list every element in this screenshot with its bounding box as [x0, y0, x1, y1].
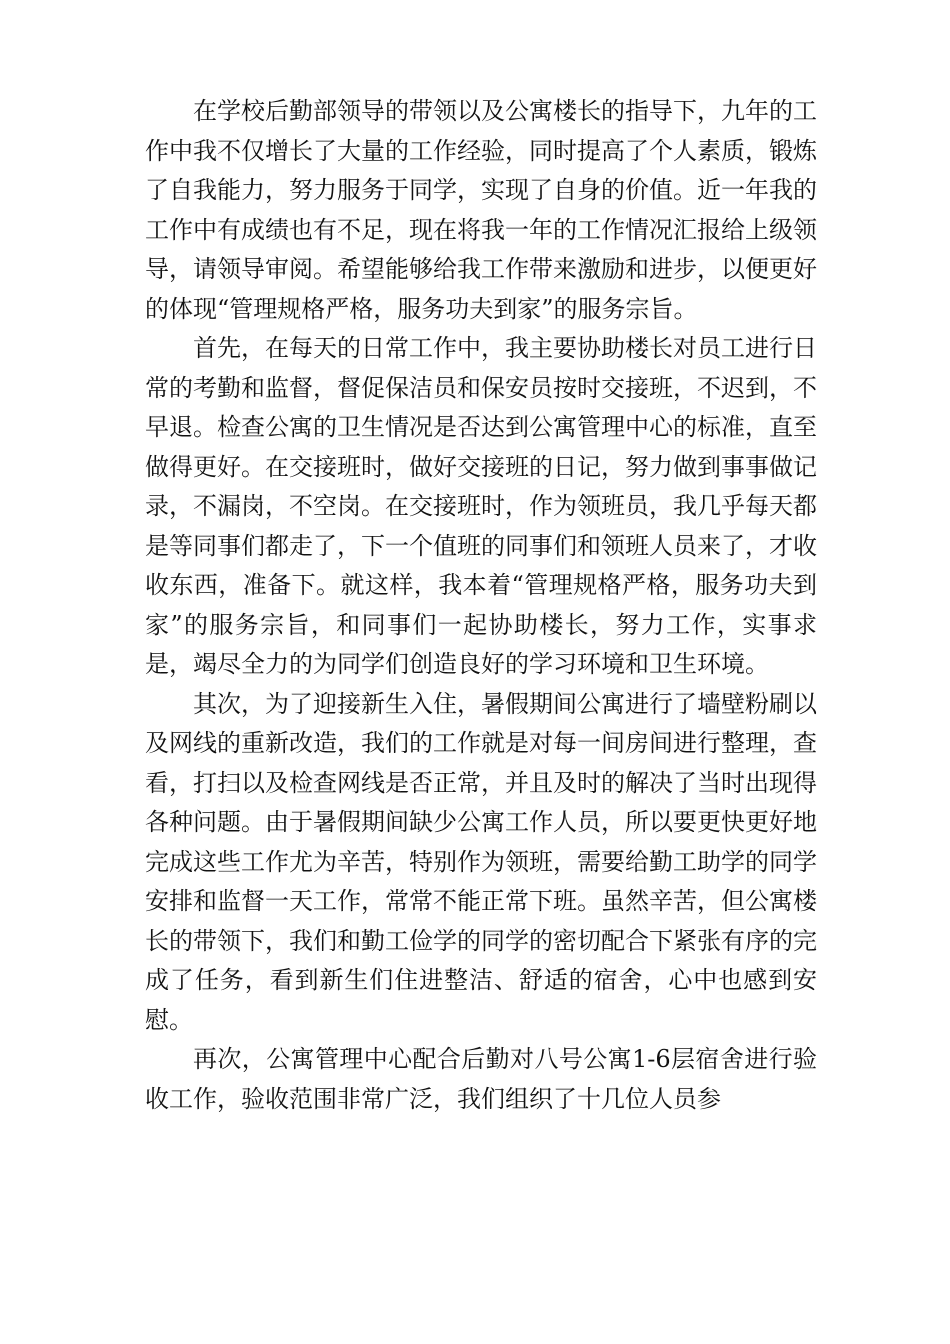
paragraph-3: 其次，为了迎接新生入住，暑假期间公寓进行了墙壁粉刷以及网线的重新改造，我们的工作就是对每一间房间进行整理，查看，打扫以及检查网线是否正常，并且及时的解决了当时出现得各种问题。由于暑假期间缺少公寓工作人员，所以要更快更好地完成这些工作尤为辛苦，特别作为领班，需要给勤工助学的同学安排和监督一天工作，常常不能正常下班。虽然辛苦，但公寓楼长的带领下，我们和勤工俭学的同学的密切配合下紧张有序的完成了任务，看到新生们住进整洁、舒适的宿舍，心中也感到安慰。: [145, 689, 817, 1034]
paragraph-1: 在学校后勤部领导的带领以及公寓楼长的指导下，九年的工作中我不仅增长了大量的工作经验，同时提高了个人素质，锻炼了自我能力，努力服务于同学，实现了自身的价值。近一年我的工作中有成绩也有不足，现在将我一年的工作情况汇报给上级领导，请领导审阅。希望能够给我工作带来激励和进步，以便更好的体现“管理规格严格，服务功夫到家”的服务宗旨。: [145, 97, 817, 323]
paragraph-2: 首先，在每天的日常工作中，我主要协助楼长对员工进行日常的考勤和监督，督促保洁员和保安员按时交接班，不迟到，不早退。检查公寓的卫生情况是否达到公寓管理中心的标准，直至做得更好。在交接班时，做好交接班的日记，努力做到事事做记录，不漏岗，不空岗。在交接班时，作为领班员，我几乎每天都是等同事们都走了，下一个值班的同事们和领班人员来了，才收收东西，准备下。就这样，我本着“管理规格严格，服务功夫到家”的服务宗旨，和同事们一起协助楼长，努力工作，实事求是，竭尽全力的为同学们创造良好的学习环境和卫生环境。: [145, 334, 817, 678]
paragraph-4: 再次，公寓管理中心配合后勤对八号公寓1-6层宿舍进行验收工作，验收范围非常广泛，我们组织了十几位人员参: [145, 1045, 817, 1113]
document-body: [145, 92, 817, 1119]
